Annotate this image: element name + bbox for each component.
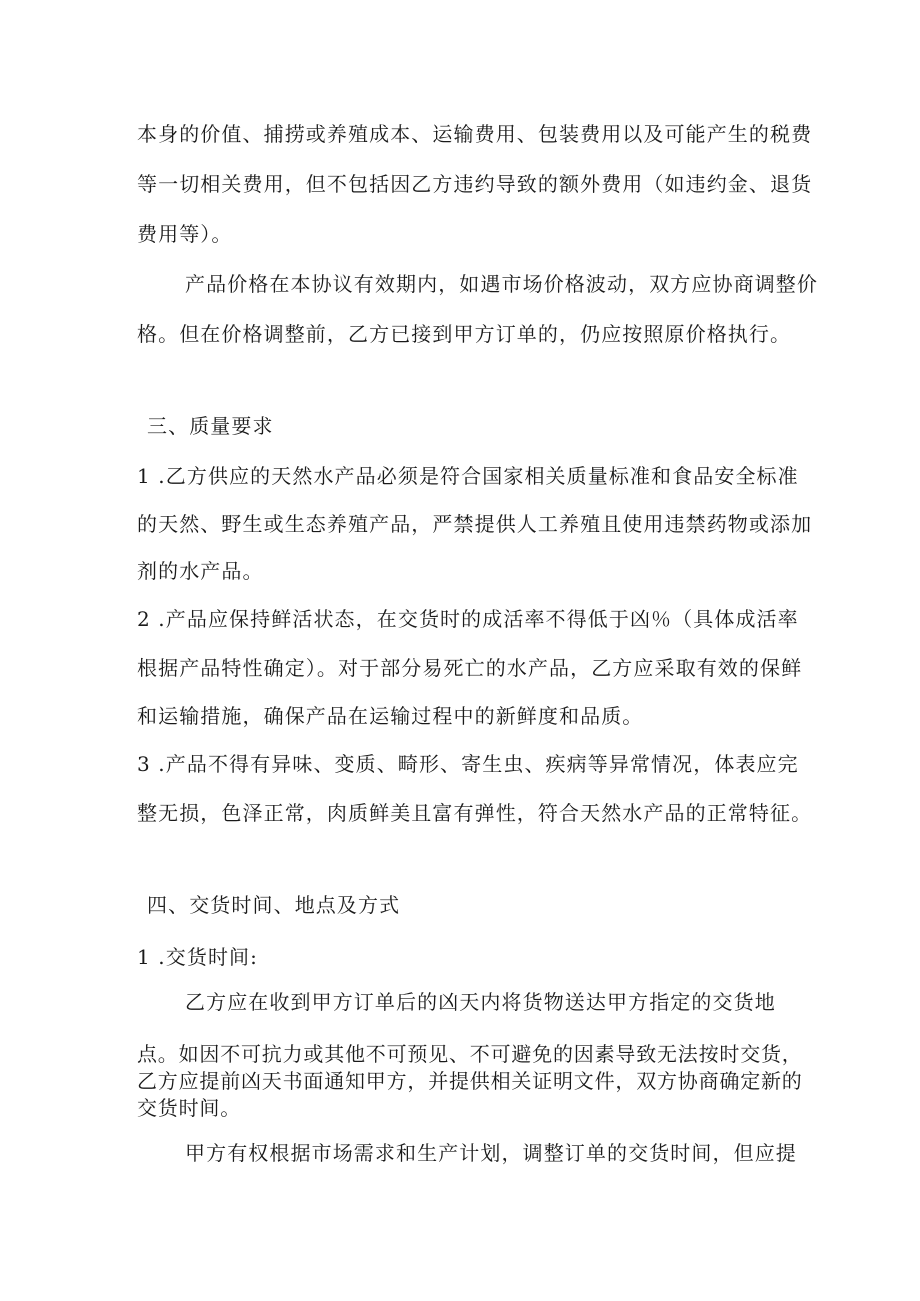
- text-line: 格。但在价格调整前，乙方已接到甲方订单的，仍应按照原价格执行。: [137, 322, 792, 346]
- list-item: 1 .乙方供应的天然水产品必须是符合国家相关质量标准和食品安全标准: [137, 464, 799, 488]
- text-line: 整无损，色泽正常，肉质鲜美且富有弹性，符合天然水产品的正常特征。: [137, 801, 813, 825]
- text-line: 和运输措施，确保产品在运输过程中的新鲜度和品质。: [137, 704, 644, 728]
- text-line: 根据产品特性确定）。对于部分易死亡的水产品，乙方应采取有效的保鲜: [137, 656, 803, 680]
- paragraph-line: 乙方应在收到甲方订单后的凶天内将货物送达甲方指定的交货地: [185, 990, 776, 1014]
- text-line: 的天然、野生或生态养殖产品，严禁提供人工养殖且使用违禁药物或添加: [137, 512, 813, 536]
- list-item: 2 .产品应保持鲜活状态，在交货时的成活率不得低于凶％（具体成活率: [137, 607, 799, 631]
- text-line: 点。如因不可抗力或其他不可预见、不可避免的因素导致无法按时交货，: [137, 1042, 803, 1066]
- section-heading: 四、交货时间、地点及方式: [147, 893, 401, 917]
- list-item: 1 .交货时间:: [137, 945, 258, 969]
- text-line: 乙方应提前凶天书面通知甲方，并提供相关证明文件，双方协商确定新的: [137, 1069, 803, 1093]
- text-line: 等一切相关费用，但不包括因乙方违约导致的额外费用（如违约金、退货: [137, 172, 813, 196]
- text-line: 交货时间。: [137, 1096, 241, 1120]
- text-line: 本身的价值、捕捞或养殖成本、运输费用、包装费用以及可能产生的税费: [137, 122, 813, 146]
- list-item: 3 .产品不得有异味、变质、畸形、寄生虫、疾病等异常情况，体表应完: [137, 752, 799, 776]
- text-line: 费用等）。: [137, 222, 233, 246]
- text-line: 剂的水产品。: [137, 559, 264, 583]
- paragraph-line: 产品价格在本协议有效期内，如遇市场价格波动，双方应协商调整价: [185, 272, 818, 296]
- paragraph-line: 甲方有权根据市场需求和生产计划，调整订单的交货时间，但应提: [185, 1141, 797, 1165]
- section-heading: 三、质量要求: [147, 414, 274, 438]
